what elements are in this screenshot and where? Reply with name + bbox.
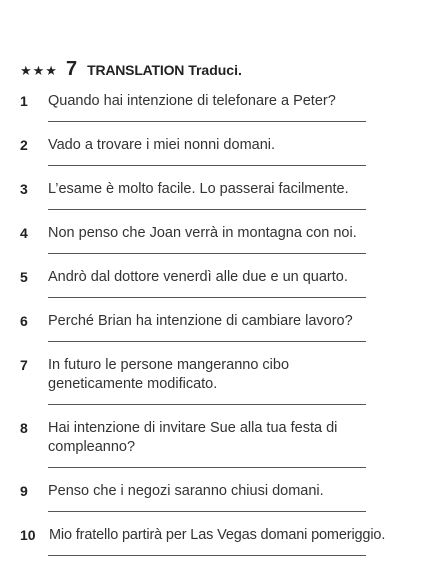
- exercise-number: 7: [65, 58, 78, 80]
- item-sentence: Vado a trovare i miei nonni domani.: [48, 137, 276, 153]
- difficulty-stars: ★★★: [20, 63, 58, 78]
- sentence-item-8: [0, 419, 438, 468]
- sentence-list: [0, 92, 438, 570]
- exercise-label: TRANSLATION: [87, 62, 185, 78]
- sentence-item-3: [0, 180, 438, 210]
- item-number: 8: [20, 420, 28, 436]
- sentence-item-10: [0, 526, 438, 556]
- answer-line[interactable]: [48, 297, 366, 298]
- item-sentence: Hai intenzione di invitare Sue alla tua festa di compleanno?: [48, 420, 338, 455]
- sentence-item-7: [0, 356, 438, 405]
- item-number: 4: [20, 225, 28, 241]
- sentence-item-4: [0, 224, 438, 254]
- item-sentence: L’esame è molto facile. Lo passerai facilmente.: [48, 181, 349, 197]
- item-sentence: Mio fratello partirà per Las Vegas domani pomeriggio.: [49, 527, 386, 543]
- item-sentence: Andrò dal dottore venerdì alle due e un quarto.: [48, 269, 348, 285]
- sentence-item-9: [0, 482, 438, 512]
- item-number: 1: [20, 93, 28, 109]
- answer-line[interactable]: [48, 209, 366, 210]
- item-number: 7: [20, 357, 28, 373]
- answer-line[interactable]: [48, 253, 366, 254]
- exercise-title: Traduci.: [188, 62, 242, 78]
- item-number: 5: [20, 269, 28, 285]
- exercise-header: [20, 58, 242, 80]
- sentence-item-2: [0, 136, 438, 166]
- item-number: 10: [20, 527, 36, 543]
- sentence-item-5: [0, 268, 438, 298]
- item-sentence: Quando hai intenzione di telefonare a Peter?: [48, 93, 336, 109]
- item-number: 6: [20, 313, 28, 329]
- item-sentence: Penso che i negozi saranno chiusi domani.: [48, 483, 324, 499]
- answer-line[interactable]: [48, 555, 366, 556]
- answer-line[interactable]: [48, 121, 366, 122]
- answer-line[interactable]: [48, 165, 366, 166]
- answer-line[interactable]: [48, 341, 366, 342]
- answer-line[interactable]: [48, 404, 366, 405]
- item-sentence: In futuro le persone mangeranno cibo geneticamente modificato.: [48, 357, 290, 392]
- sentence-item-6: [0, 312, 438, 342]
- item-number: 3: [20, 181, 28, 197]
- item-sentence: Perché Brian ha intenzione di cambiare lavoro?: [48, 313, 353, 329]
- answer-line[interactable]: [48, 511, 366, 512]
- item-number: 2: [20, 137, 28, 153]
- item-number: 9: [20, 483, 28, 499]
- item-sentence: Non penso che Joan verrà in montagna con noi.: [48, 225, 357, 241]
- answer-line[interactable]: [48, 467, 366, 468]
- sentence-item-1: [0, 92, 438, 122]
